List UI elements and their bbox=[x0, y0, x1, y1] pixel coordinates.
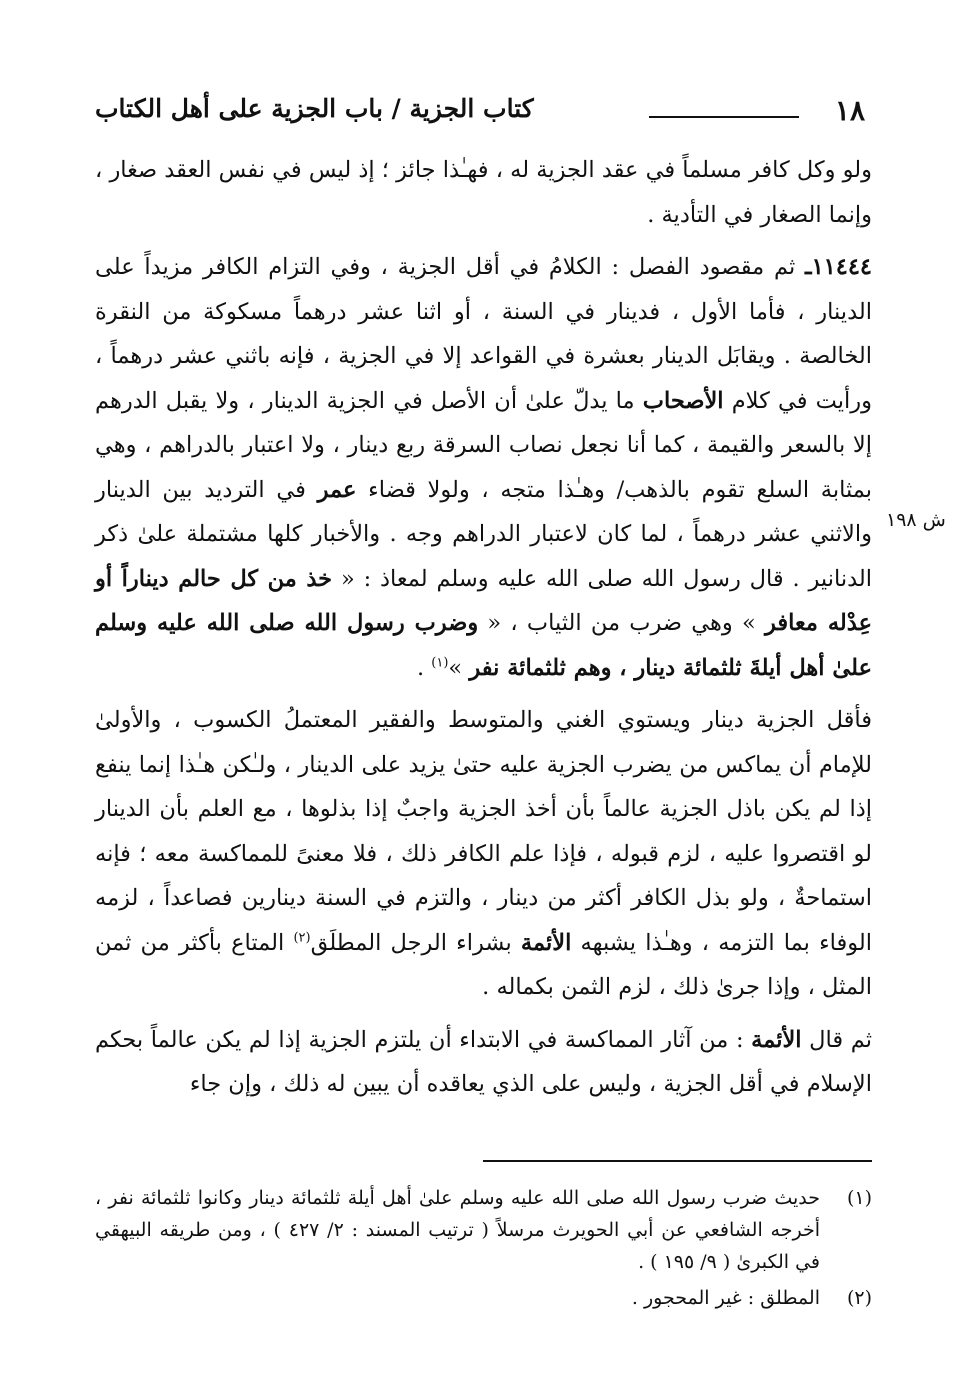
paragraph-2-text-g: » وهي ضرب من الثياب ، « bbox=[478, 610, 765, 636]
paragraph-1-text: ولو وكل كافر مسلماً في عقد الجزية له ، فهـٰذا جائز ؛ إذ ليس في نفس العقد صغار ، وإنما الصغار في التأدية . bbox=[95, 157, 872, 228]
paragraph-3-text-d: المتاع بأكثر من ثمن المثل ، وإذا جرىٰ ذلك ، لزم الثمن بكماله . bbox=[95, 929, 872, 1000]
footnote-2 bbox=[95, 1282, 872, 1314]
footnote-marker: (٢) bbox=[846, 1287, 872, 1309]
footnote-ref-2[interactable]: (٢) bbox=[293, 930, 311, 945]
paragraph-3-text-c: بشراء الرجل المطلَق bbox=[310, 929, 521, 956]
paragraph-3 bbox=[95, 698, 872, 1010]
paragraph-2-text-c: ما يدلّ علىٰ أن الأصل في الجزية الدينار ، ولا يقبل الدرهم إلا بالسعر والقيمة ، كما أنا نجعل نصاب السرقة ربع دينار ، ولا اعتبار بالدراهم ، وهي بمثابة السلع تقوم بالذهب/ وهـٰذا متجه ، ولولا قضاء bbox=[95, 387, 873, 503]
body-text bbox=[95, 148, 872, 1107]
running-header bbox=[95, 92, 865, 136]
header-rule bbox=[649, 116, 799, 118]
bold-term-aimma-2: الأئمة bbox=[751, 1026, 802, 1053]
paragraph-2-end: . bbox=[416, 654, 432, 681]
bold-term-aimma: الأئمة bbox=[520, 929, 572, 956]
bold-term-umar: عمر bbox=[317, 476, 357, 503]
hadith-quote-2: وضرب رسول الله صلى الله عليه وسلم علىٰ أهل أيلةَ ثلثمائة دينار ، وهم ثلثمائة نفر bbox=[95, 610, 872, 681]
paragraph-1 bbox=[95, 148, 872, 237]
paragraph-number: ١١٤٤٤ـ bbox=[804, 254, 872, 280]
paragraph-2-text-a: ثم مقصود الفصل : الكلامُ في أقل الجزية ، وفي التزام الكافر مزيداً على الدينار ، فأما الأول ، فدينار في السنة ، أو اثنا عشر درهماً مسكوكة من النقرة الخالصة . ويقابَل الدينار بعشرة في القواعد إلا في الجزية ، فإنه باثني عشر درهماً ، ورأيت في كلام bbox=[95, 254, 872, 414]
page-number: ١٨ bbox=[834, 94, 865, 127]
margin-note: ش ١٩٨ bbox=[886, 509, 946, 531]
footnote-1 bbox=[95, 1182, 872, 1278]
paragraph-4-text-a: ثم قال bbox=[801, 1026, 872, 1053]
footnotes bbox=[95, 1182, 872, 1314]
footnote-ref-1[interactable]: (١) bbox=[431, 655, 449, 670]
footnote-text: المطلق : غير المحجور . bbox=[631, 1287, 820, 1309]
bold-term-ashab: الأصحاب bbox=[642, 387, 724, 414]
footnote-separator bbox=[483, 1160, 872, 1162]
paragraph-2 bbox=[95, 245, 872, 690]
footnote-marker: (١) bbox=[846, 1187, 872, 1209]
hadith-quote-1: خذ من كل حالم ديناراً أو عِدْله معافر bbox=[95, 565, 872, 636]
paragraph-4 bbox=[95, 1018, 872, 1107]
paragraph-4-text-c: : من آثار المماكسة في الابتداء أن يلتزم الجزية إذا لم يكن عالماً بحكم الإسلام في أقل الجزية ، وليس على الذي يعاقده أن يبين له ذلك ، وإن جاء bbox=[95, 1026, 872, 1097]
header-title: كتاب الجزية / باب الجزية على أهل الكتاب bbox=[95, 94, 534, 123]
paragraph-3-text-a: فأقل الجزية دينار ويستوي الغني والمتوسط والفقير المعتملُ الكسوب ، والأولىٰ للإمام أن يماكس من يضرب الجزية عليه حتىٰ يزيد على الدينار ، ولـٰكن هـٰذا إنما ينفع إذا لم يكن باذل الجزية عالماً بأن أخذ الجزية واجبٌ إذا بذلوها ، مع العلم بأن الدينار لو اقتصروا عليه ، لزم قبوله ، فإذا علم الكافر ذلك ، فلا معنىً للمماكسة معه ؛ فإنه استماحةٌ ، ولو بذل الكافر أكثر من دينار ، والتزم في السنة دينارين فصاعداً ، لزمه الوفاء بما التزمه ، وهـٰذا يشبهه bbox=[95, 707, 872, 956]
paragraph-2-text-e: في الترديد بين الدينار والاثني عشر درهماً ، لما كان لاعتبار الدراهم وجه . والأخبار كلها مشتملة علىٰ ذكر الدنانير . قال رسول الله صلى الله عليه وسلم لمعاذ : « bbox=[95, 476, 872, 592]
paragraph-2-text-i: » bbox=[448, 654, 470, 681]
footnote-text: حديث ضرب رسول الله صلى الله عليه وسلم علىٰ أهل أيلة ثلثمائة دينار وكانوا ثلثمائة نفر ، أخرجه الشافعي عن أبي الحويرث مرسلاً ( ترتيب المسند : ٢/ ٤٢٧ ) ، ومن طريقه البيهقي في الكبرىٰ ( ٩/ ١٩٥ ) . bbox=[95, 1187, 820, 1273]
